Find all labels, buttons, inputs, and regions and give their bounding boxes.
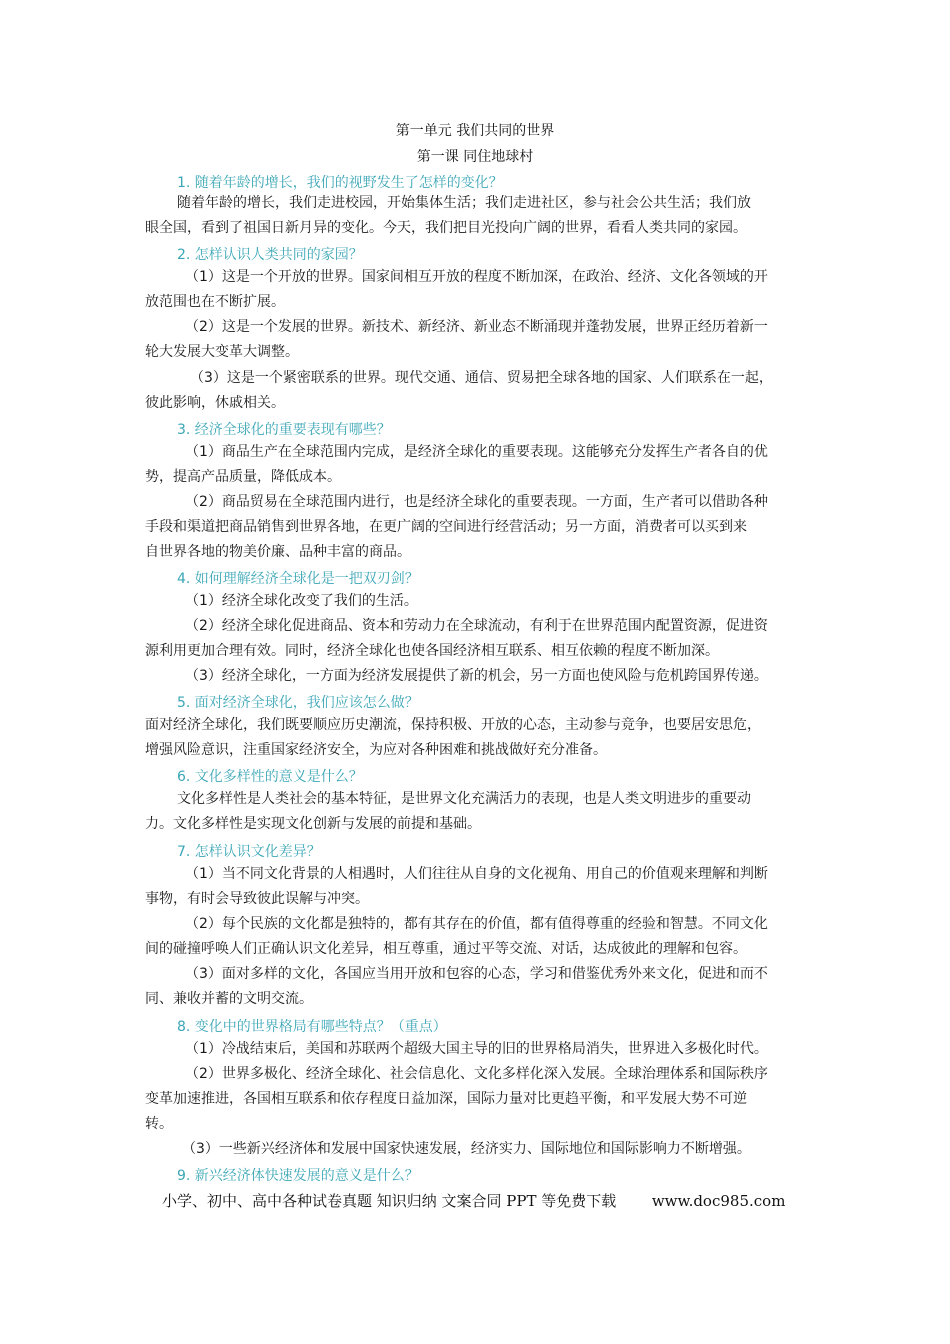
answer-line: （1）经济全球化改变了我们的生活。 (185, 593, 418, 609)
answer-line: （2）世界多极化、经济全球化、社会信息化、文化多样化深入发展。全球治理体系和国际秩序 (185, 1066, 768, 1082)
answer-line: （3）这是一个紧密联系的世界。现代交通、通信、贸易把全球各地的国家、人们联系在一起， (190, 370, 773, 386)
footer-link[interactable]: www.doc985.com (651, 1192, 786, 1210)
answer-line: （3）经济全球化，一方面为经济发展提供了新的机会，另一方面也使风险与危机跨国界传递。 (185, 668, 768, 684)
answer-line: （3）一些新兴经济体和发展中国家快速发展，经济实力、国际地位和国际影响力不断增强。 (182, 1141, 751, 1157)
answer-line: （2）每个民族的文化都是独特的，都有其存在的价值，都有值得尊重的经验和智慧。不同文化 (185, 916, 768, 932)
answer-line: 自世界各地的物美价廉、品种丰富的商品。 (145, 544, 411, 560)
answer-line: 源利用更加合理有效。同时，经济全球化也使各国经济相互联系、相互依赖的程度不断加深。 (145, 643, 719, 659)
question-8: 8. 变化中的世界格局有哪些特点？（重点） (177, 1019, 447, 1035)
answer-line: 眼全国，看到了祖国日新月异的变化。今天，我们把目光投向广阔的世界，看看人类共同的家园。 (145, 220, 747, 236)
answer-line: 力。文化多样性是实现文化创新与发展的前提和基础。 (145, 816, 481, 832)
answer-line: （1）当不同文化背景的人相遇时，人们往往从自身的文化视角、用自己的价值观来理解和判断 (185, 866, 768, 882)
answer-line: 文化多样性是人类社会的基本特征，是世界文化充满活力的表现，也是人类文明进步的重要动 (177, 791, 751, 807)
question-6: 6. 文化多样性的意义是什么？ (177, 769, 363, 785)
lesson-title: 第一课 同住地球村 (416, 149, 534, 165)
answer-line: （1）这是一个开放的世界。国家间相互开放的程度不断加深，在政治、经济、文化各领域的开 (185, 269, 768, 285)
footer-text: 小学、初中、高中各种试卷真题 知识归纳 文案合同 PPT 等免费下载 (162, 1192, 617, 1210)
question-5: 5. 面对经济全球化，我们应该怎么做？ (177, 695, 419, 711)
answer-line: 放范围也在不断扩展。 (145, 294, 285, 310)
answer-line: 同、兼收并蓄的文明交流。 (145, 991, 313, 1007)
answer-line: 转。 (145, 1116, 173, 1132)
answer-line: （1）冷战结束后，美国和苏联两个超级大国主导的旧的世界格局消失，世界进入多极化时代。 (185, 1041, 768, 1057)
unit-title: 第一单元 我们共同的世界 (395, 123, 555, 139)
answer-line: 手段和渠道把商品销售到世界各地，在更广阔的空间进行经营活动；另一方面，消费者可以买到来 (145, 519, 747, 535)
question-2: 2. 怎样认识人类共同的家园？ (177, 247, 363, 263)
answer-line: 面对经济全球化，我们既要顺应历史潮流，保持积极、开放的心态，主动参与竞争，也要居安思危， (145, 717, 761, 733)
question-7: 7. 怎样认识文化差异？ (177, 844, 321, 860)
answer-line: （2）这是一个发展的世界。新技术、新经济、新业态不断涌现并蓬勃发展，世界正经历着新一 (185, 319, 768, 335)
answer-line: 增强风险意识，注重国家经济安全，为应对各种困难和挑战做好充分准备。 (145, 742, 607, 758)
answer-line: 事物，有时会导致彼此误解与冲突。 (145, 891, 369, 907)
answer-line: （1）商品生产在全球范围内完成，是经济全球化的重要表现。这能够充分发挥生产者各自的优 (185, 444, 768, 460)
answer-line: 势，提高产品质量，降低成本。 (145, 469, 341, 485)
question-4: 4. 如何理解经济全球化是一把双刃剑？ (177, 571, 419, 587)
footer (162, 1190, 785, 1211)
answer-line: 变革加速推进，各国相互联系和依存程度日益加深，国际力量对比更趋平衡，和平发展大势不可逆 (145, 1091, 747, 1107)
answer-line: 彼此影响，休戚相关。 (145, 395, 285, 411)
question-9: 9. 新兴经济体快速发展的意义是什么？ (177, 1168, 419, 1184)
question-3: 3. 经济全球化的重要表现有哪些？ (177, 422, 391, 438)
answer-line: （2）商品贸易在全球范围内进行，也是经济全球化的重要表现。一方面，生产者可以借助各种 (185, 494, 768, 510)
answer-line: （3）面对多样的文化，各国应当用开放和包容的心态，学习和借鉴优秀外来文化，促进和而不 (185, 966, 768, 982)
answer-line: （2）经济全球化促进商品、资本和劳动力在全球流动，有利于在世界范围内配置资源，促进资 (185, 618, 768, 634)
answer-line: 间的碰撞呼唤人们正确认识文化差异，相互尊重，通过平等交流、对话，达成彼此的理解和包容。 (145, 941, 747, 957)
answer-line: 随着年龄的增长，我们走进校园，开始集体生活；我们走进社区，参与社会公共生活；我们放 (177, 195, 751, 211)
answer-line: 轮大发展大变革大调整。 (145, 344, 299, 360)
question-1: 1. 随着年龄的增长，我们的视野发生了怎样的变化？ (177, 175, 503, 191)
